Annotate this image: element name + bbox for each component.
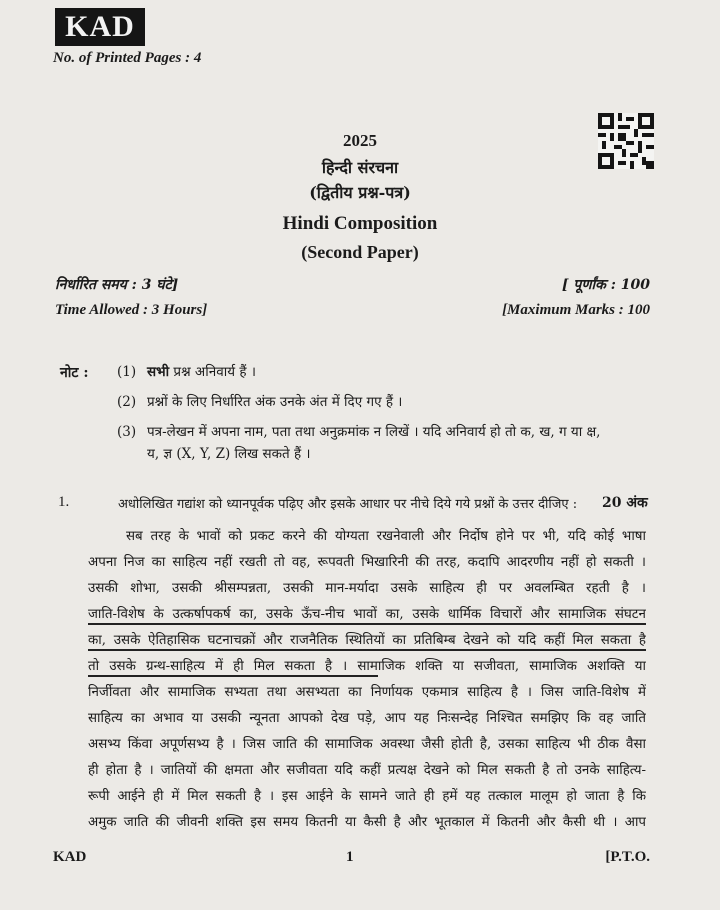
question-marks: 20 अंक — [602, 495, 648, 511]
note-emphasis: सभी — [147, 364, 170, 380]
time-allowed-english: Time Allowed : 3 Hours] — [55, 302, 208, 318]
paper-english: (Second Paper) — [301, 242, 419, 262]
max-marks-english: [Maximum Marks : 100 — [502, 302, 650, 318]
max-marks-hindi: [ पूर्णांक : 100 — [561, 277, 650, 293]
title-hindi: हिन्दी संरचना — [321, 158, 399, 177]
note-number: (2) — [117, 394, 137, 410]
passage-line: अपना निज का साहित्य नहीं रखती तो वह, रूपवती भिखारिनी की तरह, कदापि आदरणीय नहीं हो सकती । — [88, 555, 646, 570]
passage-line: साहित्य का अभाव या उसकी न्यूनता आपको देख पड़े, आप यह निःसन्देह निश्चित समझिए कि वह जाति — [88, 711, 646, 726]
passage-line: तो उसके ग्रन्थ-साहित्य में ही मिल सकता है । सामाजिक शक्ति या सजीवता, सामाजिक अशक्ति या — [88, 659, 646, 674]
question-prompt: अधोलिखित गद्यांश को ध्यानपूर्वक पढ़िए और इसके आधार पर नीचे दिये गये प्रश्नों के उत्तर दीजिए : — [118, 497, 578, 512]
printed-pages-count: No. of Printed Pages : 4 — [53, 50, 202, 66]
passage-line: रूपी आईने ही में मिल सकती है । इस आईने के सामने जाते ही हमें यह तत्काल मालूम हो जाता है कि — [88, 789, 646, 804]
passage-underline — [88, 675, 378, 677]
note-number: (1) — [117, 364, 137, 380]
passage-line: जाति-विशेष के उत्कर्षापकर्ष का, उसके ऊँच-नीच भावों का, उसके धार्मिक विचारों और सामाजिक संघटन — [88, 607, 646, 622]
note-item — [117, 391, 657, 413]
passage-line: अमुक जाति की जीवनी शक्ति इस समय कितनी या कैसी है और भूतकाल में कितनी और कैसी थी । आप — [88, 815, 646, 830]
passage-line: का, उसके ऐतिहासिक घटनाचक्रों और राजनैतिक स्थितियों का प्रतिबिम्ब देखने को यदि कहीं मिल सकता है — [88, 633, 646, 648]
note-text: प्रश्नों के लिए निर्धारित अंक उनके अंत में दिए गए हैं । — [147, 394, 403, 410]
passage-underline — [88, 649, 646, 651]
pto-label: [P.T.O. — [605, 849, 650, 865]
note-number: (3) — [117, 424, 137, 440]
note-text: पत्र-लेखन में अपना नाम, पता तथा अनुक्रमांक न लिखें । यदि अनिवार्य हो तो क, ख, ग या क्ष, — [147, 424, 601, 440]
passage-line: ही होता है । जातियों की क्षमता और सजीवता यदि कहीं प्रत्यक्ष देखने को मिल सकती है तो उनके साहित्य- — [88, 763, 646, 778]
passage-line: सब तरह के भावों को प्रकट करने की योग्यता रखनेवाली और निर्दोष होने पर भी, यदि कोई भाषा — [126, 529, 646, 544]
passage-line: उसकी शोभा, उसकी श्रीसम्पन्नता, उसकी मान-मर्यादा उसके साहित्य ही पर अवलम्बित रहती है । — [88, 581, 646, 596]
paper-hindi: (द्वितीय प्रश्न-पत्र) — [309, 183, 411, 202]
page-number: 1 — [346, 849, 354, 865]
title-english: Hindi Composition — [282, 213, 438, 234]
note-text: प्रश्न अनिवार्य हैं । — [169, 364, 256, 380]
note-text: य, ज्ञ (X, Y, Z) लिख सकते हैं । — [147, 446, 311, 462]
footer-paper-code: KAD — [53, 849, 87, 865]
passage-underline — [88, 623, 646, 625]
time-allowed-hindi: निर्धारित समय : 3 घंटे] — [55, 277, 179, 293]
passage-line: असभ्य किंवा अपूर्णसभ्य है । जिस जाति की सामाजिक अवस्था जैसी होती है, उसका साहित्य भी ठीक वैसा — [88, 737, 646, 752]
note-label: नोट : — [60, 365, 89, 381]
note-item — [117, 443, 657, 465]
question-number: 1. — [58, 494, 70, 510]
note-item — [117, 421, 657, 443]
note-item — [117, 361, 657, 383]
paper-code-box: KAD — [55, 8, 145, 46]
passage-line: निर्जीवता और सामाजिक सभ्यता तथा असभ्यता का निर्णायक एकमात्र साहित्य है । जिस जाति-विशेष में — [88, 685, 646, 700]
exam-year: 2025 — [343, 131, 377, 150]
